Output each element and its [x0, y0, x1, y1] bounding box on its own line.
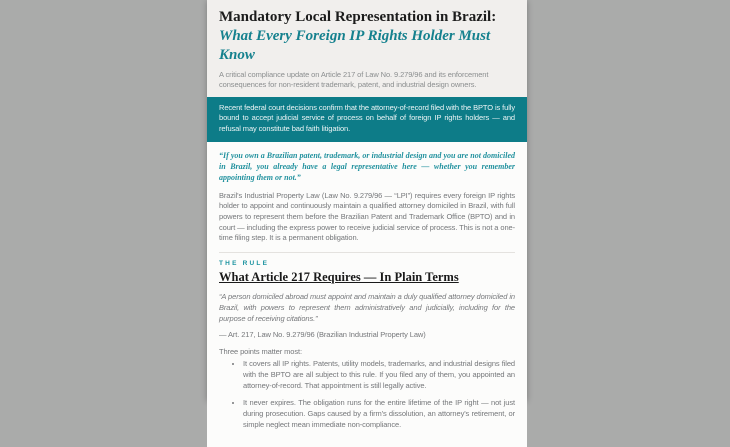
pull-quote: “If you own a Brazilian patent, trademark, or industrial design and you are not domiciled in Brazil, you already have a legal representative here — whether you remember appointing them or not.”	[219, 150, 515, 183]
statute-attribution: — Art. 217, Law No. 9.279/96 (Brazilian Industrial Property Law)	[219, 330, 515, 339]
list-item: • It covers all IP rights. Patents, utility models, trademarks, and industrial designs filed with the BPTO are all subject to this rule. If you filed any of them, you appointed an attorney-of-record. That appointment is still legally active.	[243, 359, 515, 391]
bullets-lead-in: Three points matter most:	[219, 347, 515, 356]
section-divider	[219, 252, 515, 253]
statute-quote: “A person domiciled abroad must appoint and maintain a duly qualified attorney domiciled in Brazil, with powers to represent them administratively and judicially, including for the purpose of receiving citations.”	[219, 292, 515, 324]
section-kicker: THE RULE	[219, 260, 515, 267]
alert-banner: Recent federal court decisions confirm that the attorney-of-record filed with the BPTO is fully bound to accept judicial service of process on behalf of foreign IP rights holders — and refusal may constitute bad faith litigation.	[207, 97, 527, 142]
article-subtitle: What Every Foreign IP Rights Holder Must Know	[219, 27, 515, 64]
section-heading: What Article 217 Requires — In Plain Terms	[219, 270, 515, 286]
list-item: • It never expires. The obligation runs for the entire lifetime of the IP right — not just during prosecution. Gaps caused by a firm's dissolution, an attorney's retirement, or simple neglect mean immediate non-compliance.	[243, 398, 515, 430]
article-header	[207, 0, 527, 97]
article-sheet	[207, 0, 527, 400]
key-points-list	[219, 359, 515, 430]
article-title: Mandatory Local Representation in Brazil:	[219, 8, 515, 26]
article-body	[207, 142, 527, 447]
overview-paragraph: Brazil's Industrial Property Law (Law No. 9.279/96 — “LPI”) requires every foreign IP rights holder to appoint and continuously maintain a qualified attorney domiciled in Brazil, with full powers to represent them before the Brazilian Patent and Trademark Office (BPTO) and in court — including the express power to receive judicial service of process. This is not a one-time filing step. It is a permanent obligation.	[219, 191, 515, 244]
article-intro-summary: A critical compliance update on Article 217 of Law No. 9.279/96 and its enforcement consequences for non-resident trademark, patent, and industrial design owners.	[219, 70, 515, 91]
